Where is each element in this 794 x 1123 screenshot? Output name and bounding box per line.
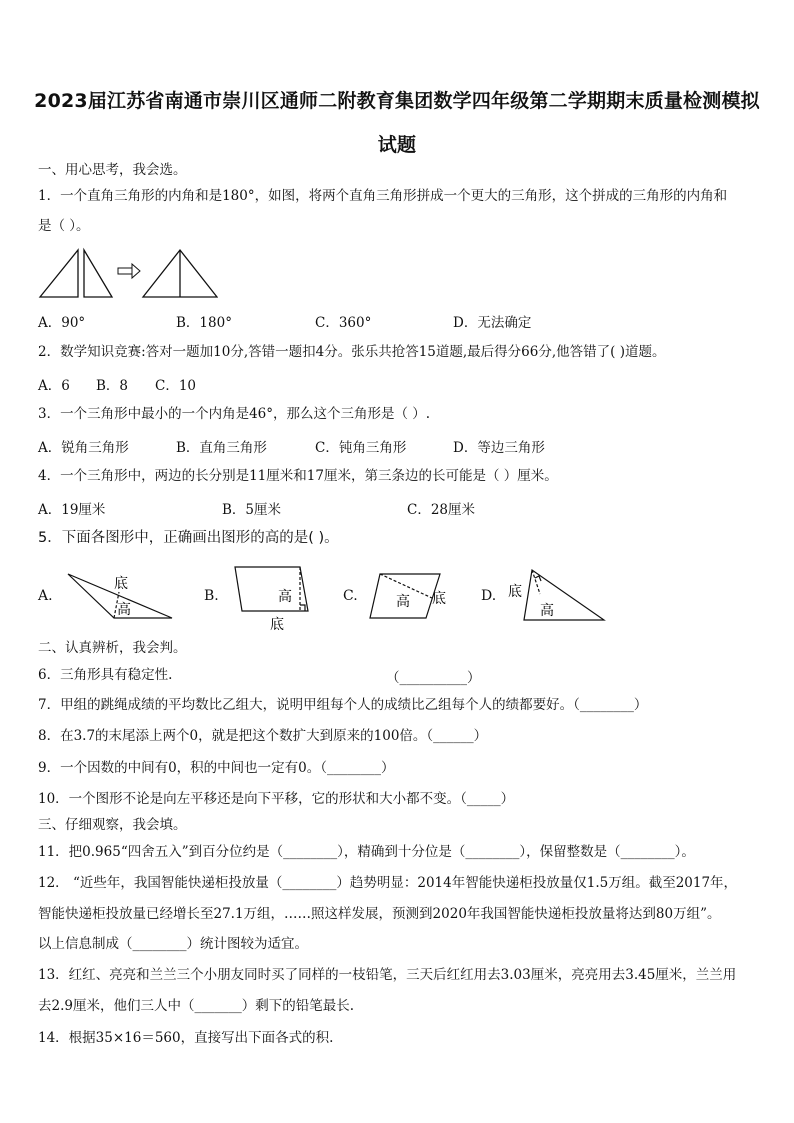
question-4-option-b[interactable]: B．5厘米 [222, 502, 282, 518]
question-2-option-b[interactable]: B．8 [96, 378, 129, 394]
question-5-figure-c [368, 570, 454, 626]
label-gao-b: 高 [278, 589, 292, 605]
question-5-figure-d [506, 566, 606, 628]
question-2-text: 2．数学知识竞赛:答对一题加10分,答错一题扣4分。张乐共抢答15道题,最后得分66分,他答错了( )道题。 [38, 344, 666, 360]
section-heading-fill: 三、仔细观察，我会填。 [38, 817, 187, 833]
question-13-text-continued: 去2.9厘米，他们三人中（_______）剩下的铅笔最长. [38, 998, 355, 1014]
question-5-option-b[interactable]: B. [204, 588, 219, 604]
arrow-icon [118, 264, 140, 278]
question-1-option-b[interactable]: B．180° [176, 315, 232, 331]
right-triangle-right [84, 250, 112, 297]
question-12-text: 12． “近些年，我国智能快递柜投放量（________）趋势明显：2014年智能快递柜投放量仅1.5万组。截至2017年， [38, 875, 738, 891]
question-14-text: 14．根据35×16＝560，直接写出下面各式的积. [38, 1030, 334, 1046]
question-4-option-a[interactable]: A．19厘米 [38, 502, 106, 518]
question-4-text: 4．一个三角形中，两边的长分别是11厘米和17厘米，第三条边的长可能是（ ）厘米。 [38, 468, 558, 484]
question-6-answer-blank[interactable]: （__________） [386, 670, 481, 686]
question-4-option-c[interactable]: C．28厘米 [407, 502, 476, 518]
question-2-option-c[interactable]: C．10 [155, 378, 197, 394]
question-8-text: 8．在3.7的末尾添上两个0，就是把这个数扩大到原来的100倍。（______） [38, 728, 488, 744]
label-gao-c: 高 [396, 594, 410, 610]
section-heading-choose: 一、用心思考，我会选。 [38, 162, 187, 178]
question-5-figure-b [230, 563, 322, 637]
question-5-option-a[interactable]: A. [38, 588, 53, 604]
question-5-option-c[interactable]: C. [343, 588, 358, 604]
question-5-text: 5．下面各图形中，正确画出图形的高的是( )。 [38, 530, 339, 546]
question-1-text-continued: 是（ ）。 [38, 218, 90, 234]
question-3-option-c[interactable]: C．钝角三角形 [315, 440, 407, 456]
page-title: 2023届江苏省南通市崇川区通师二附教育集团数学四年级第二学期期末质量检测模拟 [34, 90, 760, 112]
question-3-text: 3．一个三角形中最小的一个内角是46°，那么这个三角形是（ ）. [38, 406, 431, 422]
question-1-option-c[interactable]: C．360° [315, 315, 372, 331]
question-12-text-end: 以上信息制成（________）统计图较为适宜。 [38, 936, 308, 952]
label-gao-d: 高 [540, 603, 554, 619]
right-triangle-left [40, 250, 78, 297]
question-10-text: 10．一个图形不论是向左平移还是向下平移，它的形状和大小都不变。（_____） [38, 791, 515, 807]
question-1-option-a[interactable]: A．90° [38, 315, 86, 331]
label-di-d: 底 [508, 584, 522, 600]
label-di-b: 底 [270, 617, 284, 633]
question-3-option-d[interactable]: D．等边三角形 [453, 440, 545, 456]
question-11-text: 11．把0.965“四舍五入”到百分位约是（________），精确到十分位是（________），保留整数是（________）。 [38, 844, 695, 860]
question-13-text: 13．红红、亮亮和兰兰三个小朋友同时买了同样的一枝铅笔，三天后红红用去3.03厘米，亮亮用去3.45厘米，兰兰用 [38, 967, 737, 983]
question-12-text-continued: 智能快递柜投放量已经增长至27.1万组，……照这样发展，预测到2020年我国智能快递柜投放量将达到80万组”。 [38, 906, 721, 922]
question-3-option-b[interactable]: B．直角三角形 [176, 440, 267, 456]
question-7-text: 7．甲组的跳绳成绩的平均数比乙组大，说明甲组每个人的成绩比乙组每个人的绩都要好。（________） [38, 697, 648, 713]
label-di-c: 底 [432, 591, 446, 607]
question-6-text: 6．三角形具有稳定性. [38, 667, 173, 683]
question-1-option-d[interactable]: D．无法确定 [453, 315, 532, 331]
label-di-a: 底 [114, 576, 128, 592]
page-title-continued: 试题 [377, 134, 417, 156]
question-5-figure-a [64, 568, 176, 626]
question-1-text: 1．一个直角三角形的内角和是180°，如图，将两个直角三角形拼成一个更大的三角形，这个拼成的三角形的内角和 [38, 188, 728, 204]
label-gao-a: 高 [117, 602, 131, 618]
question-5-option-d[interactable]: D. [481, 588, 497, 604]
question-2-option-a[interactable]: A．6 [38, 378, 70, 394]
question-9-text: 9．一个因数的中间有0，积的中间也一定有0。（________） [38, 760, 395, 776]
question-1-figure [38, 246, 218, 304]
question-3-option-a[interactable]: A．锐角三角形 [38, 440, 129, 456]
section-heading-judge: 二、认真辨析，我会判。 [38, 640, 187, 656]
